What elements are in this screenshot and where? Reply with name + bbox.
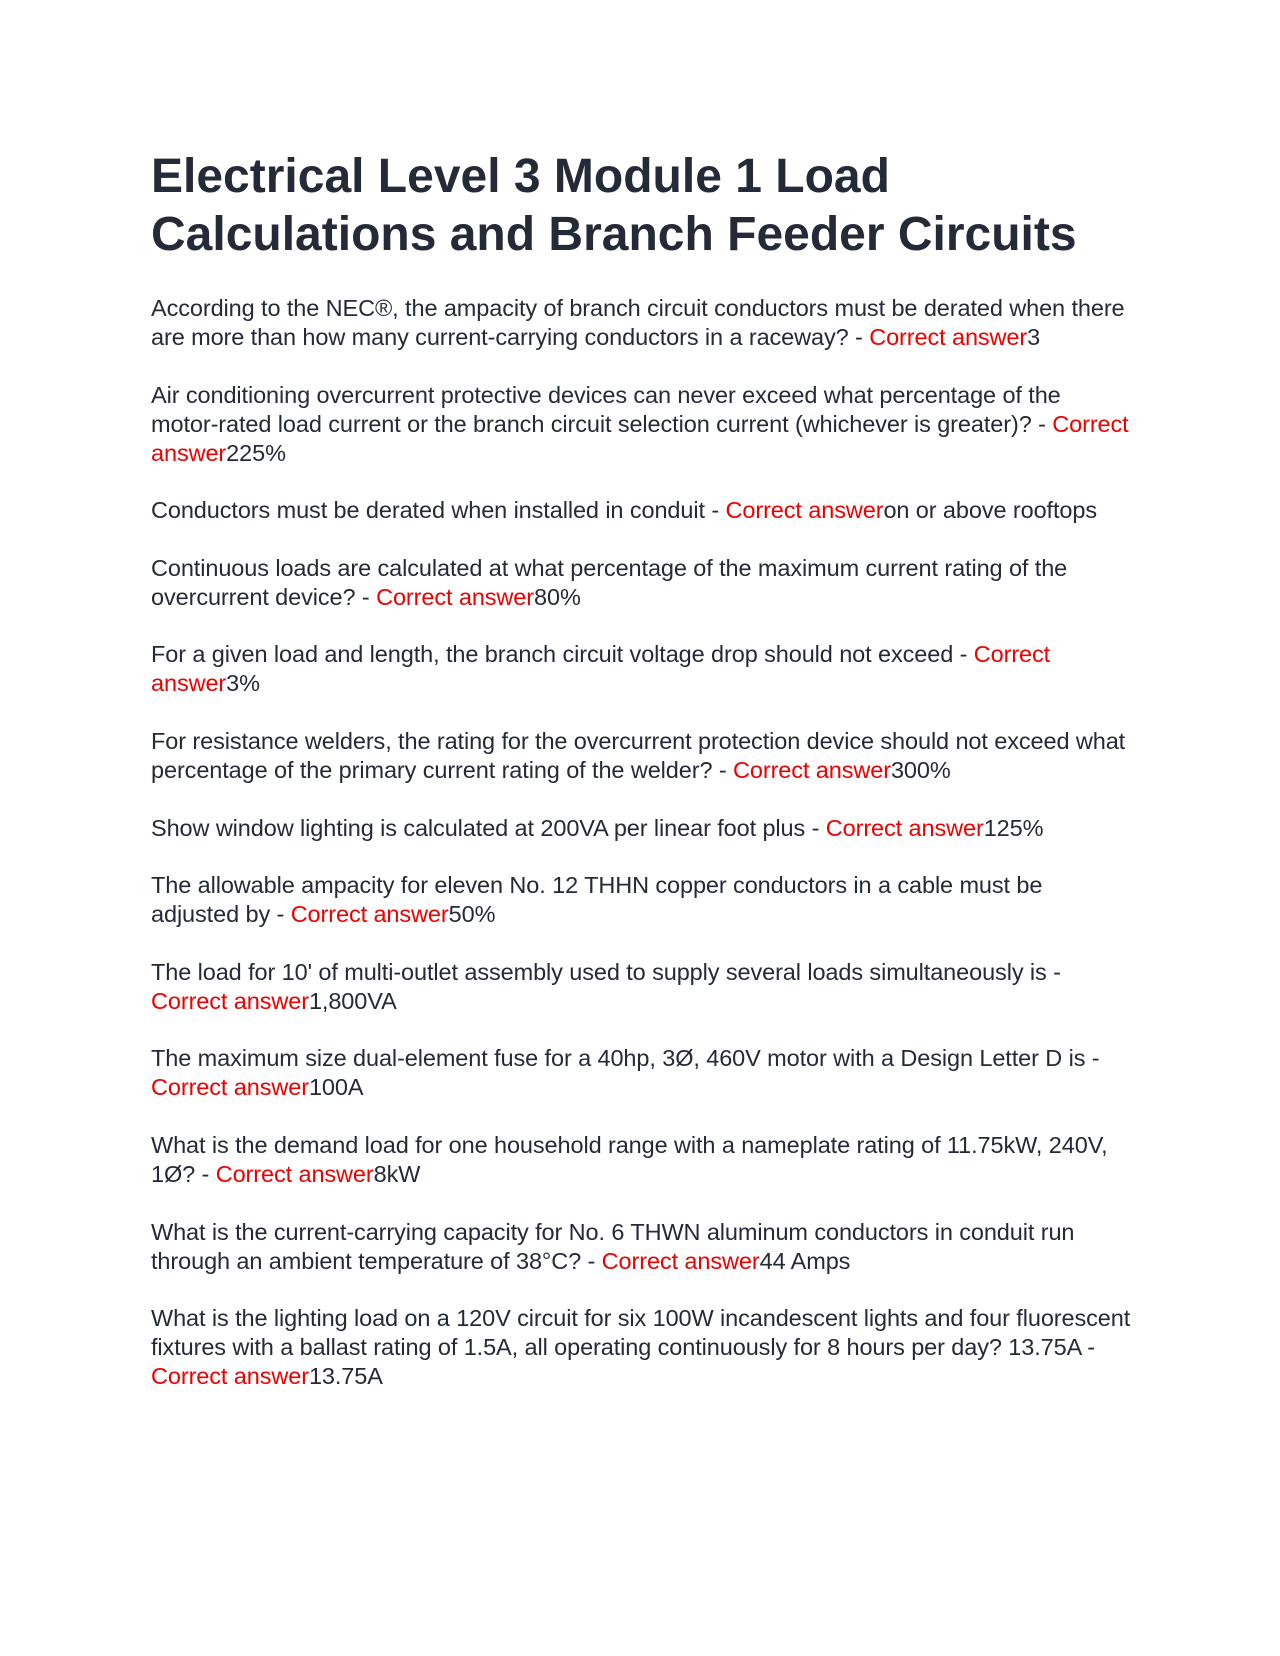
qa-item [151, 381, 1131, 468]
qa-item [151, 294, 1131, 352]
correct-answer-label: Correct answer [869, 324, 1028, 350]
document-page [151, 148, 1131, 1420]
qa-item [151, 958, 1131, 1016]
correct-answer-label: Correct answer [290, 901, 449, 928]
answer-text: 1,800VA [308, 987, 397, 1014]
qa-item [151, 1131, 1131, 1189]
correct-answer-label: Correct answer [151, 1363, 309, 1390]
question-text: What is the current-carrying capacity for No. 6 THWN aluminum conductors in conduit run through an ambient temperature of 38°C? - [151, 1218, 1075, 1274]
answer-text: 225% [226, 439, 286, 466]
correct-answer-label: Correct answer [725, 497, 884, 524]
question-text: The allowable ampacity for eleven No. 12 THHN copper conductors in a cable must be adjusted by - [151, 872, 1043, 928]
answer-text: 80% [534, 583, 581, 610]
correct-answer-label: Correct answer [376, 583, 535, 610]
question-text: The load for 10' of multi-outlet assembly used to supply several loads simultaneously is - [151, 958, 1061, 985]
answer-text: 50% [448, 901, 496, 928]
answer-text: 44 Amps [759, 1247, 851, 1274]
qa-item [151, 814, 1131, 843]
qa-item [151, 871, 1131, 929]
correct-answer-label: Correct answer [151, 641, 1051, 697]
qa-item [151, 1304, 1131, 1391]
qa-item [151, 1044, 1131, 1102]
answer-text: 125% [983, 814, 1044, 841]
answer-text: on or above rooftops [883, 497, 1097, 524]
question-text: For resistance welders, the rating for the overcurrent protection device should not exceed what percentage of the primary current rating of the welder? - [151, 727, 1126, 783]
answer-text: 3% [226, 670, 260, 697]
qa-item [151, 496, 1131, 525]
correct-answer-label: Correct answer [151, 410, 1129, 466]
qa-list [151, 294, 1131, 1391]
answer-text: 13.75A [308, 1363, 383, 1390]
correct-answer-label: Correct answer [151, 987, 309, 1014]
answer-text: 3 [1027, 324, 1041, 350]
qa-item [151, 554, 1131, 612]
correct-answer-label: Correct answer [825, 814, 984, 841]
question-text: What is the demand load for one household range with a nameplate rating of 11.75kW, 240V, 1Ø? - [151, 1131, 1108, 1187]
qa-item [151, 727, 1131, 785]
question-text: For a given load and length, the branch circuit voltage drop should not exceed - [151, 641, 974, 668]
answer-text: 8kW [373, 1160, 421, 1187]
correct-answer-label: Correct answer [733, 756, 891, 783]
answer-text: 300% [890, 756, 951, 783]
qa-item [151, 1218, 1131, 1276]
question-text: Show window lighting is calculated at 200VA per linear foot plus - [151, 814, 826, 841]
document-title: Electrical Level 3 Module 1 Load Calculations and Branch Feeder Circuits [151, 150, 1077, 261]
question-text: Continuous loads are calculated at what percentage of the maximum current rating of the overcurrent device? - [151, 554, 1068, 610]
question-text: According to the NEC®, the ampacity of branch circuit conductors must be derated when there are more than how many current-carrying conductors in a raceway? - [151, 295, 1125, 350]
answer-text: 100A [308, 1074, 364, 1101]
correct-answer-label: Correct answer [215, 1160, 374, 1187]
correct-answer-label: Correct answer [601, 1247, 760, 1274]
qa-item [151, 640, 1131, 698]
question-text: Air conditioning overcurrent protective devices can never exceed what percentage of the motor-rated load current or the branch circuit selection current (whichever is greater)? - [151, 381, 1061, 437]
question-text: What is the lighting load on a 120V circuit for six 100W incandescent lights and four fluorescent fixtures with a ballast rating of 1.5A, all operating continuously for 8 hours per day? 13.75A - [151, 1305, 1131, 1361]
question-text: Conductors must be derated when installed in conduit - [151, 497, 726, 524]
question-text: The maximum size dual-element fuse for a 40hp, 3Ø, 460V motor with a Design Letter D is - [151, 1045, 1100, 1072]
correct-answer-label: Correct answer [151, 1074, 309, 1101]
